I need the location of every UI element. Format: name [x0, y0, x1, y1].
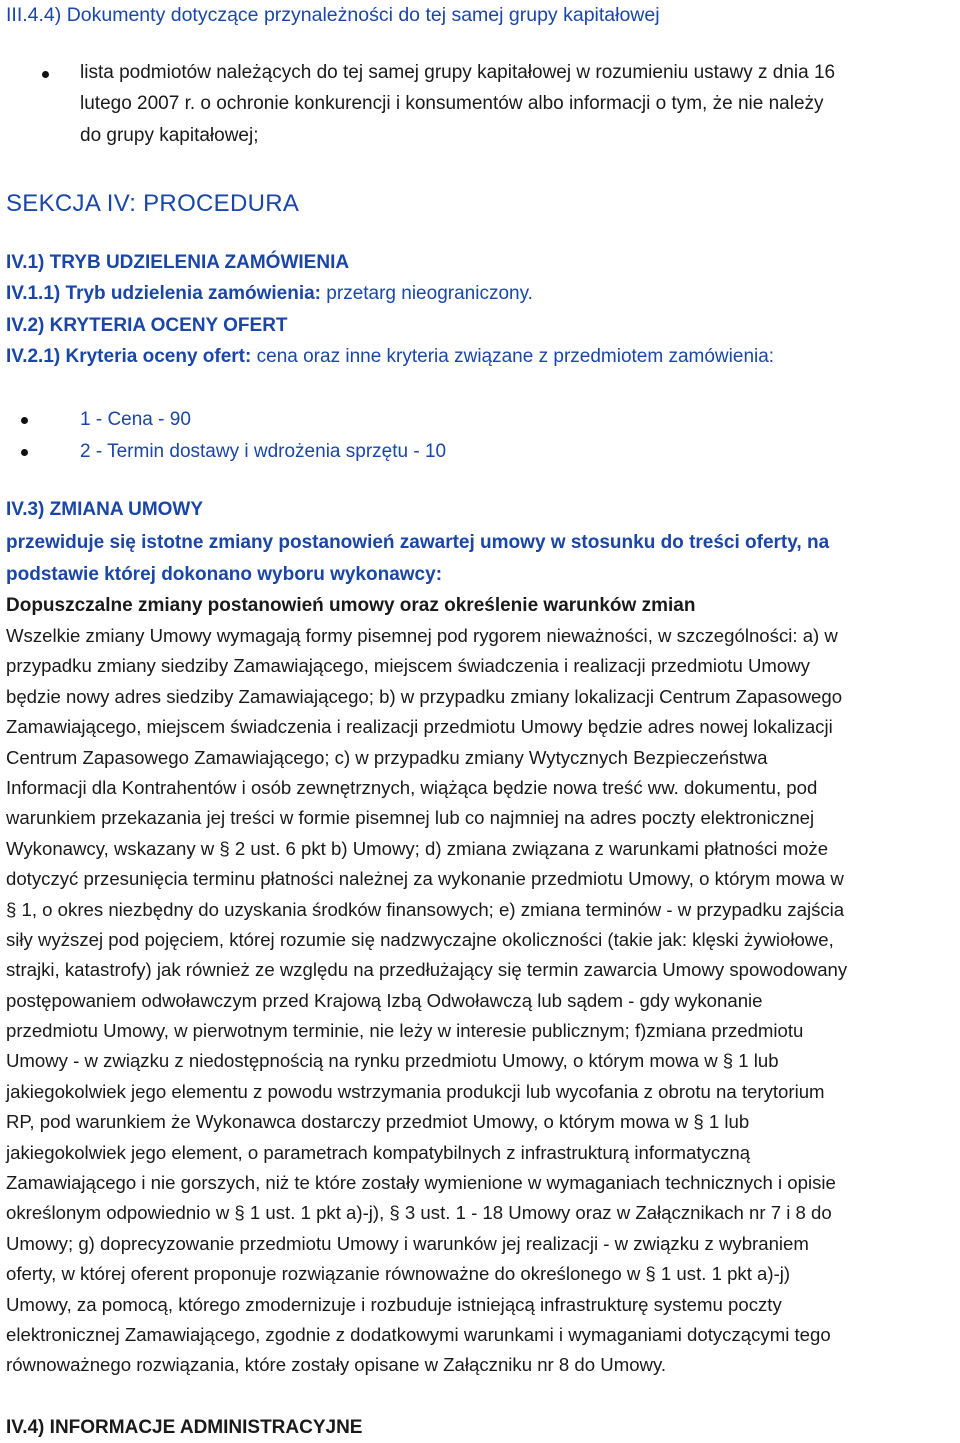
heading-iv-1: IV.1) TRYB UDZIELENIA ZAMÓWIENIA: [6, 252, 350, 273]
paragraph-line: dotyczyć przesunięcia terminu płatności należnej za wykonanie przedmiotu Umowy, o którym mowa w: [6, 868, 844, 890]
paragraph-line: Centrum Zapasowego Zamawiającego; c) w przypadku zmiany Wytycznych Bezpieczeństwa: [6, 746, 768, 768]
paragraph-line: Informacji dla Kontrahentów i osób zewnętrznych, wiążąca będzie nowa treść ww. dokumentu, pod: [6, 776, 818, 798]
paragraph-line: strajki, katastrofy) jak również ze względu na przedłużający się termin zawarcia Umowy spowodowany: [6, 959, 848, 981]
heading-iv-3: IV.3) ZMIANA UMOWY: [6, 499, 204, 520]
bullet-icon: [21, 417, 28, 424]
paragraph-line: § 1, o okres niezbędny do uzyskania środków finansowych; e) zmiana terminów - w przypadku zajścia: [6, 898, 845, 920]
criteria-item: 2 - Termin dostawy i wdrożenia sprzętu - 10: [80, 441, 447, 462]
bullet-text-line: lista podmiotów należących do tej samej grupy kapitałowej w rozumieniu ustawy z dnia 16: [80, 62, 836, 83]
section-title: SEKCJA IV: PROCEDURA: [6, 190, 300, 217]
iv3-question-line: podstawie której dokonano wyboru wykonawcy:: [6, 564, 443, 585]
paragraph-line: Zamawiającego i nie gorszych, niż te które zostały wymienione w wymaganiach technicznych i opisie: [6, 1172, 836, 1194]
paragraph-line: RP, pod warunkiem że Wykonawca dostarczy przedmiot Umowy, o którym mowa w § 1 lub: [6, 1111, 750, 1133]
iv3-question-line: przewiduje się istotne zmiany postanowień zawartej umowy w stosunku do treści oferty, na: [6, 532, 830, 553]
heading-iv-2: IV.2) KRYTERIA OCENY OFERT: [6, 315, 288, 336]
paragraph-line: Zamawiającego, miejscem świadczenia i realizacji przedmiotu Umowy będzie adres nowej lokalizacji: [6, 716, 833, 738]
paragraph-line: warunkiem przekazania jej treści w formie pisemnej lub co najmniej na adres poczty elektronicznej: [6, 807, 815, 829]
paragraph-line: określonym odpowiednio w § 1 ust. 1 pkt a)-j), § 3 ust. 1 - 18 Umowy oraz w Załącznikach nr 7 i 8 do: [6, 1202, 832, 1224]
label-iv-2-1: IV.2.1) Kryteria oceny ofert:: [6, 346, 252, 367]
amendments-paragraph: [6, 621, 956, 1381]
paragraph-line: elektronicznej Zamawiającego, zgodnie z dodatkowymi warunkami i wymaganiami dotyczącymi tego: [6, 1323, 831, 1345]
iv3-subtitle: Dopuszczalne zmiany postanowień umowy oraz określenie warunków zmian: [6, 595, 696, 616]
heading-iii-4-4: III.4.4) Dokumenty dotyczące przynależności do tej samej grupy kapitałowej: [6, 4, 660, 26]
criteria-item: 1 - Cena - 90: [80, 409, 191, 430]
paragraph-line: siły wyższej pod pojęciem, której rozumie się nadzwyczajne okoliczności (takie jak: klęski żywiołowe,: [6, 928, 834, 950]
value-iv-1-1: przetarg nieograniczony.: [321, 283, 533, 304]
heading-iv-4: IV.4) INFORMACJE ADMINISTRACYJNE: [6, 1417, 363, 1438]
paragraph-line: oferty, w której oferent proponuje rozwiązanie równoważne do określonego w § 1 ust. 1 pkt a)-j): [6, 1263, 791, 1285]
paragraph-line: postępowaniem odwoławczym przed Krajową Izbą Odwoławczą lub sądem - gdy wykonanie: [6, 989, 763, 1011]
bullet-text-line: do grupy kapitałowej;: [80, 125, 259, 146]
paragraph-line: równoważnego rozwiązania, które zostały opisane w Załączniku nr 8 do Umowy.: [6, 1354, 667, 1376]
paragraph-line: będzie nowy adres siedziby Zamawiającego; b) w przypadku zmiany lokalizacji Centrum Zapasowego: [6, 685, 843, 707]
bullet-icon: [42, 71, 49, 78]
label-iv-1-1: IV.1.1) Tryb udzielenia zamówienia:: [6, 283, 322, 304]
paragraph-line: jakiegokolwiek jego element, o parametrach kompatybilnych z infrastrukturą informatyczną: [6, 1141, 751, 1163]
paragraph-line: Umowy, za pomocą, którego zmodernizuje i rozbuduje istniejącą infrastrukturę systemu poczty: [6, 1293, 782, 1315]
paragraph-line: Umowy; g) doprecyzowanie przedmiotu Umowy i warunków jej realizacji - w związku z wybraniem: [6, 1232, 809, 1254]
bullet-text-line: lutego 2007 r. o ochronie konkurencji i konsumentów albo informacji o tym, że nie należy: [80, 93, 824, 114]
paragraph-line: przypadku zmiany siedziby Zamawiającego, miejscem świadczenia i realizacji przedmiotu Umowy: [6, 655, 810, 677]
paragraph-line: Wykonawcy, wskazany w § 2 ust. 6 pkt b) Umowy; d) zmiana związana z warunkami płatności może: [6, 837, 829, 859]
bullet-icon: [21, 449, 28, 456]
heading-iv-2-1: [6, 342, 774, 372]
paragraph-line: Wszelkie zmiany Umowy wymagają formy pisemnej pod rygorem nieważności, w szczególności: a) w: [6, 625, 838, 646]
paragraph-line: Umowy - w związku z niedostępnością na rynku przedmiotu Umowy, o którym mowa w § 1 lub: [6, 1050, 779, 1072]
heading-iv-1-1: [6, 279, 533, 309]
paragraph-line: jakiegokolwiek jego elementu z powodu wstrzymania produkcji lub wycofania z obrotu na terytorium: [6, 1080, 825, 1102]
value-iv-2-1: cena oraz inne kryteria związane z przedmiotem zamówienia:: [251, 346, 775, 367]
paragraph-line: przedmiotu Umowy, w pierwotnym terminie, nie leży w interesie publicznym; f)zmiana przedmiotu: [6, 1020, 804, 1042]
